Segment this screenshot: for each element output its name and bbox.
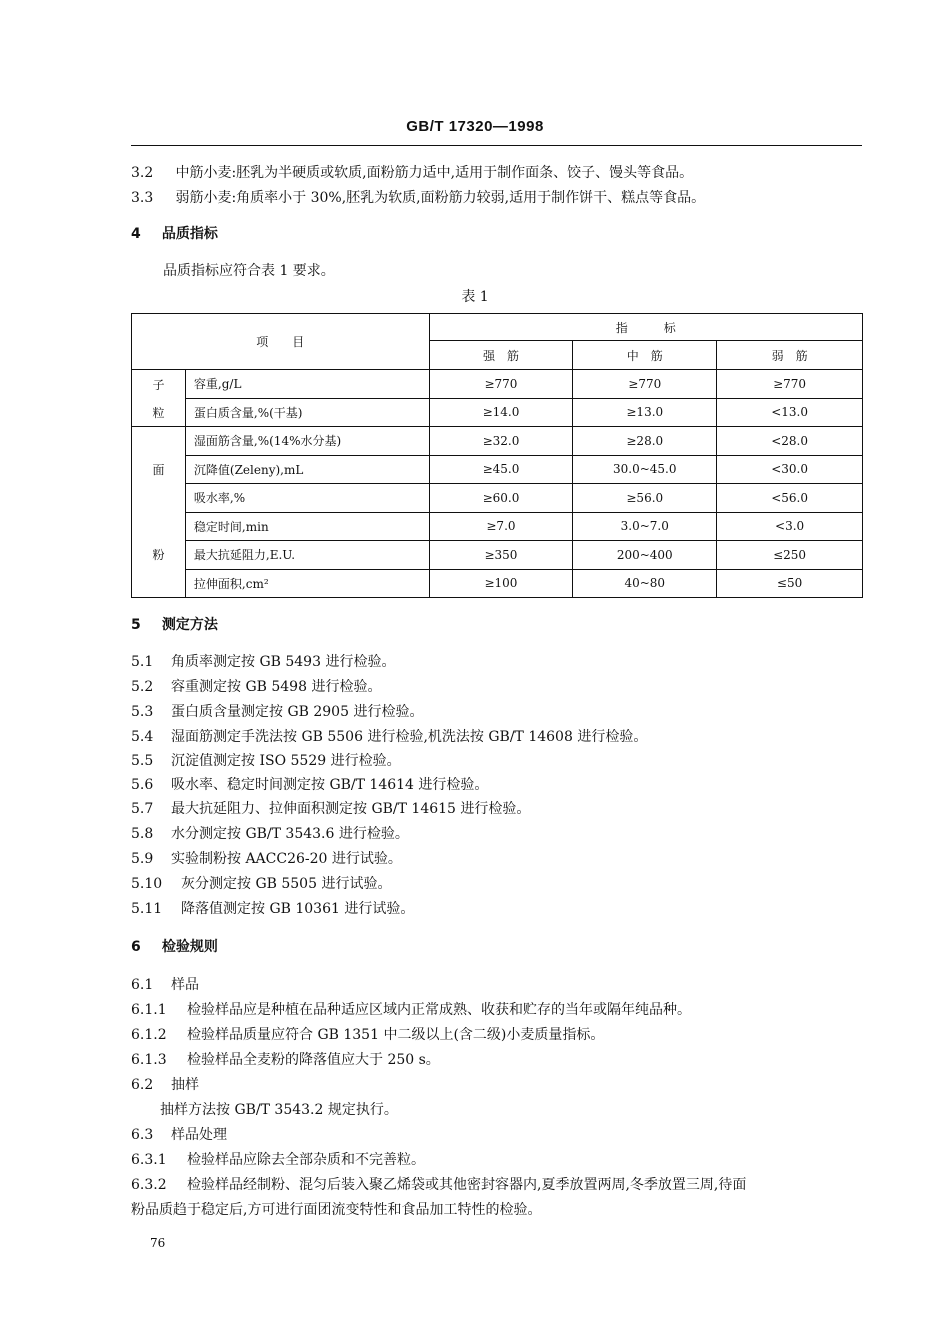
clause-5-5: 5.5 沉淀值测定按 ISO 5529 进行检验。 xyxy=(131,753,401,769)
clause-6-3-2: 6.3.2 检验样品经制粉、混匀后装入聚乙烯袋或其他密封容器内,夏季放置两周,冬季放置三周,待面 xyxy=(131,1177,747,1193)
cell-strong: ≥100 xyxy=(429,569,573,598)
section-title: 检验规则 xyxy=(161,939,218,955)
cell-medium: 30.0~45.0 xyxy=(573,455,717,484)
cell-strong: ≥350 xyxy=(429,541,573,570)
table-head-index: 指 标 xyxy=(429,314,862,341)
cell-weak: <3.0 xyxy=(717,512,863,541)
row-item: 蛋白质含量,%(干基) xyxy=(185,398,429,427)
clause-5-8: 5.8 水分测定按 GB/T 3543.6 进行检验。 xyxy=(131,826,409,842)
row-item: 吸水率,% xyxy=(185,484,429,513)
section-5-heading xyxy=(131,614,218,634)
row-item: 沉降值(Zeleny),mL xyxy=(185,455,429,484)
table-caption: 表 1 xyxy=(461,289,489,305)
column-weak: 弱 筋 xyxy=(717,341,863,370)
column-strong: 强 筋 xyxy=(429,341,573,370)
cell-medium: ≥28.0 xyxy=(573,427,717,456)
cell-strong: ≥32.0 xyxy=(429,427,573,456)
clause-5-7: 5.7 最大抗延阻力、拉伸面积测定按 GB/T 14615 进行检验。 xyxy=(131,801,531,817)
clause-text: 中筋小麦:胚乳为半硬质或软质,面粉筋力适中,适用于制作面条、饺子、馒头等食品。 xyxy=(175,165,694,181)
clause-6-2-body: 抽样方法按 GB/T 3543.2 规定执行。 xyxy=(160,1102,398,1118)
clause-6-3: 6.3 样品处理 xyxy=(131,1127,227,1143)
row-item: 拉伸面积,cm² xyxy=(185,569,429,598)
cell-weak: <13.0 xyxy=(717,398,863,427)
cell-weak: <56.0 xyxy=(717,484,863,513)
clause-text: 弱筋小麦:角质率小于 30%,胚乳为软质,面粉筋力较弱,适用于制作饼干、糕点等食品。 xyxy=(175,190,706,206)
clause-5-1: 5.1 角质率测定按 GB 5493 进行检验。 xyxy=(131,654,396,670)
section-title: 品质指标 xyxy=(161,226,218,242)
table-head-item: 项 目 xyxy=(132,314,430,370)
cell-medium: ≥770 xyxy=(573,370,717,399)
header-rule xyxy=(131,145,862,146)
section-6-heading xyxy=(131,936,218,956)
group-label-flour: 面 粉 xyxy=(132,427,186,598)
section-title: 测定方法 xyxy=(161,617,218,633)
cell-medium: 3.0~7.0 xyxy=(573,512,717,541)
clause-5-2: 5.2 容重测定按 GB 5498 进行检验。 xyxy=(131,679,382,695)
section-4-body: 品质指标应符合表 1 要求。 xyxy=(163,263,335,279)
clause-6-1: 6.1 样品 xyxy=(131,977,199,993)
section-number: 5 xyxy=(131,617,141,633)
clause-6-1-3: 6.1.3 检验样品全麦粉的降落值应大于 250 s。 xyxy=(131,1052,440,1068)
clause-3-3 xyxy=(131,187,705,207)
cell-weak: ≤250 xyxy=(717,541,863,570)
column-medium: 中 筋 xyxy=(573,341,717,370)
clause-number: 3.2 xyxy=(131,165,154,181)
cell-strong: ≥14.0 xyxy=(429,398,573,427)
cell-weak: <28.0 xyxy=(717,427,863,456)
clause-5-3: 5.3 蛋白质含量测定按 GB 2905 进行检验。 xyxy=(131,704,424,720)
page-number: 76 xyxy=(150,1236,166,1250)
cell-strong: ≥770 xyxy=(429,370,573,399)
clause-6-2: 6.2 抽样 xyxy=(131,1077,199,1093)
clause-6-3-1: 6.3.1 检验样品应除去全部杂质和不完善粒。 xyxy=(131,1152,425,1168)
clause-5-6: 5.6 吸水率、稳定时间测定按 GB/T 14614 进行检验。 xyxy=(131,777,489,793)
clause-3-2 xyxy=(131,162,693,182)
row-item: 容重,g/L xyxy=(185,370,429,399)
cell-weak: <30.0 xyxy=(717,455,863,484)
clause-5-11: 5.11 降落值测定按 GB 10361 进行试验。 xyxy=(131,901,415,917)
section-number: 4 xyxy=(131,226,141,242)
cell-medium: ≥13.0 xyxy=(573,398,717,427)
clause-5-9: 5.9 实验制粉按 AACC26-20 进行试验。 xyxy=(131,851,402,867)
quality-index-table xyxy=(131,313,863,598)
row-item: 稳定时间,min xyxy=(185,512,429,541)
section-4-heading xyxy=(131,223,218,243)
cell-strong: ≥45.0 xyxy=(429,455,573,484)
clause-number: 3.3 xyxy=(131,190,154,206)
row-item: 湿面筋含量,%(14%水分基) xyxy=(185,427,429,456)
cell-weak: ≥770 xyxy=(717,370,863,399)
cell-medium: 200~400 xyxy=(573,541,717,570)
clause-6-1-1: 6.1.1 检验样品应是种植在品种适应区域内正常成熟、收获和贮存的当年或隔年纯品种。 xyxy=(131,1002,691,1018)
clause-5-10: 5.10 灰分测定按 GB 5505 进行试验。 xyxy=(131,876,392,892)
section-number: 6 xyxy=(131,939,141,955)
standard-code-header: GB/T 17320—1998 xyxy=(406,118,544,135)
cell-medium: 40~80 xyxy=(573,569,717,598)
cell-weak: ≤50 xyxy=(717,569,863,598)
cell-strong: ≥7.0 xyxy=(429,512,573,541)
group-label-grain: 子 粒 xyxy=(132,370,186,427)
row-item: 最大抗延阻力,E.U. xyxy=(185,541,429,570)
clause-5-4: 5.4 湿面筋测定手洗法按 GB 5506 进行检验,机洗法按 GB/T 14608 进行检验。 xyxy=(131,729,648,745)
cell-medium: ≥56.0 xyxy=(573,484,717,513)
clause-6-3-2-cont: 粉品质趋于稳定后,方可进行面团流变特性和食品加工特性的检验。 xyxy=(131,1202,542,1218)
cell-strong: ≥60.0 xyxy=(429,484,573,513)
clause-6-1-2: 6.1.2 检验样品质量应符合 GB 1351 中二级以上(含二级)小麦质量指标。 xyxy=(131,1027,605,1043)
